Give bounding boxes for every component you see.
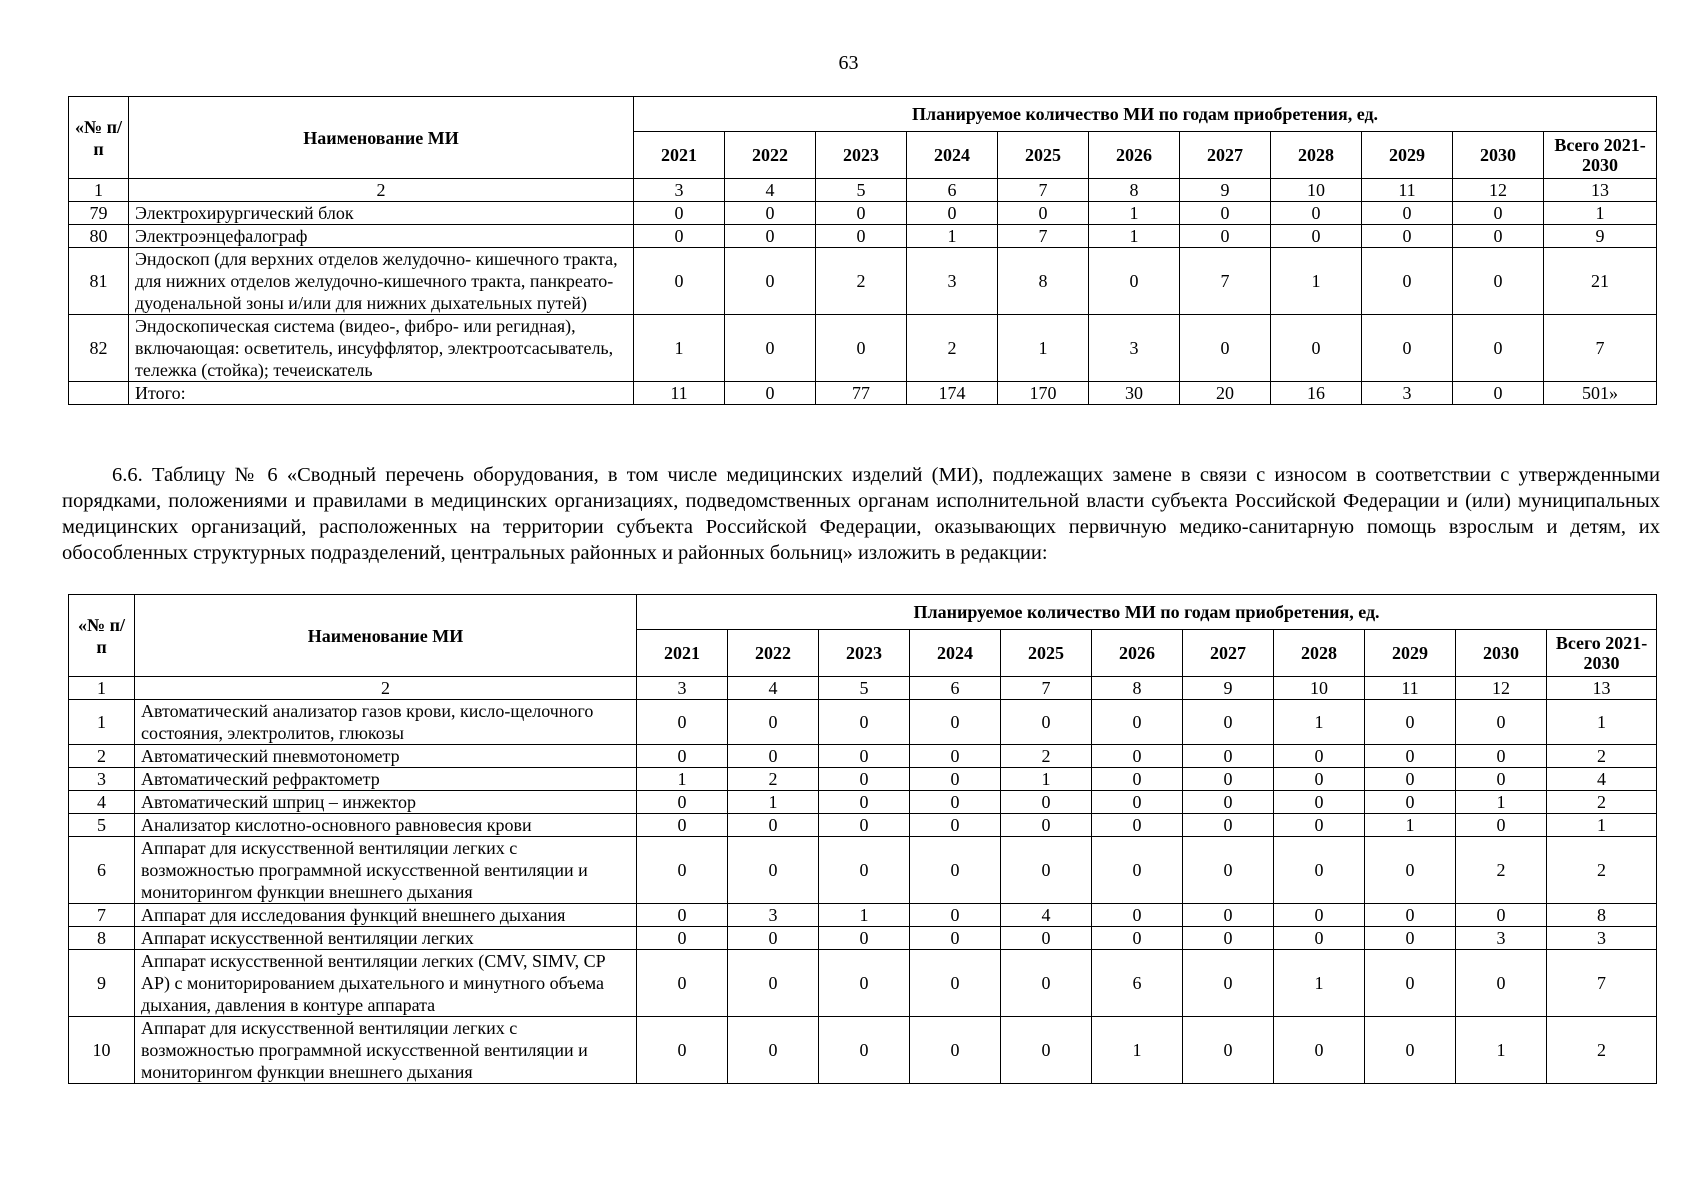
row-number: 8 [69, 927, 135, 950]
item-name: Автоматический шприц – инжектор [135, 791, 637, 814]
planned-header: Планируемое количество МИ по годам приобретения, ед. [637, 595, 1657, 630]
num-header: «№ п/п [69, 97, 129, 179]
body-paragraph: 6.6. Таблицу № 6 «Сводный перечень оборудования, в том числе медицинских изделий (МИ), подлежащих замене в связи с износом в соответствии с утвержденными порядками, положениями и правилами в медицинских организациях, подведомственных органам исполнительной власти субъекта Российской Федерации и (или) муниципальных медицинских организаций, расположенных на территории субъекта Российской Федерации, оказывающих первичную медико-санитарную помощь взрослым и детям, их обособленных структурных подразделений, центральных районных и районных больниц» изложить в редакции: [62, 464, 1660, 564]
year-value: 2 [907, 315, 998, 382]
year-value: 0 [1092, 837, 1183, 904]
year-value: 0 [637, 791, 728, 814]
num-header: «№ п/п [69, 595, 135, 677]
year-value: 0 [816, 225, 907, 248]
year-value: 0 [907, 202, 998, 225]
year-value: 3 [1362, 382, 1453, 405]
table-row [69, 315, 1657, 382]
column-number: 4 [728, 677, 819, 700]
year-value: 0 [725, 382, 816, 405]
row-total: 7 [1547, 950, 1657, 1017]
year-value: 0 [1365, 745, 1456, 768]
row-total: 21 [1544, 248, 1657, 315]
year-value: 0 [725, 248, 816, 315]
year-value: 1 [1092, 1017, 1183, 1084]
name-header: Наименование МИ [135, 595, 637, 677]
year-value: 2 [816, 248, 907, 315]
table-row [69, 837, 1657, 904]
year-value: 1 [1274, 950, 1365, 1017]
year-header: 2022 [728, 630, 819, 677]
item-name: Аппарат для искусственной вентиляции легких с возможностью программной искусственной вентиляции и мониторингом функции внешнего дыхания [135, 1017, 637, 1084]
column-number: 11 [1365, 677, 1456, 700]
row-total: 2 [1547, 837, 1657, 904]
year-header: 2021 [634, 132, 725, 179]
year-value: 0 [1274, 814, 1365, 837]
column-number: 6 [907, 179, 998, 202]
year-value: 0 [1001, 927, 1092, 950]
year-value: 1 [1001, 768, 1092, 791]
year-header: 2028 [1271, 132, 1362, 179]
year-value: 0 [819, 791, 910, 814]
year-value: 0 [1274, 768, 1365, 791]
year-value: 0 [725, 202, 816, 225]
year-value: 0 [728, 745, 819, 768]
row-number: 4 [69, 791, 135, 814]
year-value: 1 [1274, 700, 1365, 745]
year-value: 0 [1092, 768, 1183, 791]
year-value: 0 [819, 814, 910, 837]
item-name: Анализатор кислотно-основного равновесия крови [135, 814, 637, 837]
year-header: 2026 [1092, 630, 1183, 677]
year-value: 1 [1089, 225, 1180, 248]
table-row [69, 248, 1657, 315]
year-header: 2029 [1362, 132, 1453, 179]
column-numbers-row [69, 677, 1657, 700]
year-value: 0 [637, 837, 728, 904]
year-value: 0 [1089, 248, 1180, 315]
column-number: 2 [129, 179, 634, 202]
year-value: 0 [1001, 791, 1092, 814]
year-value: 0 [1453, 248, 1544, 315]
item-name: Автоматический анализатор газов крови, кисло-щелочного состояния, электролитов, глюкозы [135, 700, 637, 745]
year-value: 0 [910, 904, 1001, 927]
year-value: 0 [1453, 202, 1544, 225]
year-value: 0 [1183, 814, 1274, 837]
year-value: 16 [1271, 382, 1362, 405]
item-name: Аппарат искусственной вентиляции легких (CMV, SIMV, CP AP) с мониторированием дыхательного и минутного объема дыхания, давления в контуре аппарата [135, 950, 637, 1017]
year-value: 0 [819, 1017, 910, 1084]
year-value: 0 [634, 202, 725, 225]
year-value: 6 [1092, 950, 1183, 1017]
year-value: 0 [910, 768, 1001, 791]
row-total: 2 [1547, 745, 1657, 768]
year-value: 1 [819, 904, 910, 927]
year-header: 2025 [998, 132, 1089, 179]
year-value: 20 [1180, 382, 1271, 405]
year-header: 2030 [1456, 630, 1547, 677]
row-total: 501» [1544, 382, 1657, 405]
year-value: 0 [1092, 814, 1183, 837]
year-value: 0 [728, 927, 819, 950]
year-header: 2024 [910, 630, 1001, 677]
year-value: 0 [1271, 202, 1362, 225]
row-number: 7 [69, 904, 135, 927]
year-value: 7 [998, 225, 1089, 248]
year-value: 1 [998, 315, 1089, 382]
table-row [69, 904, 1657, 927]
year-value: 0 [819, 927, 910, 950]
item-name: Аппарат для исследования функций внешнего дыхания [135, 904, 637, 927]
year-value: 2 [1001, 745, 1092, 768]
column-numbers-row [69, 179, 1657, 202]
year-value: 0 [1183, 904, 1274, 927]
year-value: 0 [819, 950, 910, 1017]
table-row [69, 791, 1657, 814]
total-header: Всего 2021-2030 [1544, 132, 1657, 179]
row-number: 6 [69, 837, 135, 904]
year-value: 0 [1365, 700, 1456, 745]
equipment-table-continued [68, 96, 1657, 405]
year-value: 0 [1274, 1017, 1365, 1084]
year-value: 0 [910, 927, 1001, 950]
total-row [69, 382, 1657, 405]
year-value: 0 [1456, 768, 1547, 791]
table-row [69, 700, 1657, 745]
item-name: Автоматический рефрактометр [135, 768, 637, 791]
column-number: 3 [637, 677, 728, 700]
row-total: 1 [1544, 202, 1657, 225]
year-value: 0 [1180, 225, 1271, 248]
year-value: 0 [998, 202, 1089, 225]
year-value: 0 [1365, 791, 1456, 814]
item-name: Электроэнцефалограф [129, 225, 634, 248]
column-number: 6 [910, 677, 1001, 700]
year-value: 0 [1456, 904, 1547, 927]
year-value: 0 [725, 225, 816, 248]
year-value: 0 [1365, 837, 1456, 904]
column-number: 13 [1547, 677, 1657, 700]
year-header: 2030 [1453, 132, 1544, 179]
row-total: 2 [1547, 1017, 1657, 1084]
year-value: 0 [1365, 768, 1456, 791]
column-number: 7 [998, 179, 1089, 202]
column-number: 1 [69, 179, 129, 202]
year-value: 1 [907, 225, 998, 248]
year-value: 0 [1274, 837, 1365, 904]
year-value: 0 [1365, 904, 1456, 927]
year-header: 2027 [1183, 630, 1274, 677]
row-total: 8 [1547, 904, 1657, 927]
year-header: 2023 [819, 630, 910, 677]
year-header: 2028 [1274, 630, 1365, 677]
year-value: 0 [637, 950, 728, 1017]
table-row [69, 202, 1657, 225]
year-value: 0 [637, 1017, 728, 1084]
year-value: 0 [728, 700, 819, 745]
row-total: 1 [1547, 814, 1657, 837]
year-value: 0 [728, 1017, 819, 1084]
year-header: 2021 [637, 630, 728, 677]
column-number: 8 [1092, 677, 1183, 700]
year-value: 1 [1365, 814, 1456, 837]
column-number: 1 [69, 677, 135, 700]
year-value: 0 [910, 700, 1001, 745]
year-value: 170 [998, 382, 1089, 405]
row-number: 82 [69, 315, 129, 382]
year-value: 0 [1365, 950, 1456, 1017]
year-value: 3 [1089, 315, 1180, 382]
row-total: 1 [1547, 700, 1657, 745]
column-number: 10 [1271, 179, 1362, 202]
year-value: 8 [998, 248, 1089, 315]
name-header: Наименование МИ [129, 97, 634, 179]
year-value: 3 [1456, 927, 1547, 950]
row-number: 81 [69, 248, 129, 315]
year-value: 0 [1092, 745, 1183, 768]
year-value: 0 [1092, 791, 1183, 814]
year-value: 0 [1092, 927, 1183, 950]
year-value: 4 [1001, 904, 1092, 927]
year-value: 0 [1274, 745, 1365, 768]
year-value: 0 [1180, 202, 1271, 225]
year-value: 0 [1456, 950, 1547, 1017]
row-number: 2 [69, 745, 135, 768]
year-value: 0 [1092, 700, 1183, 745]
item-name: Автоматический пневмотонометр [135, 745, 637, 768]
year-value: 0 [1362, 225, 1453, 248]
year-value: 0 [1183, 950, 1274, 1017]
column-number: 7 [1001, 677, 1092, 700]
year-value: 0 [1362, 248, 1453, 315]
item-name: Электрохирургический блок [129, 202, 634, 225]
year-value: 0 [637, 904, 728, 927]
table-row [69, 814, 1657, 837]
year-value: 1 [1089, 202, 1180, 225]
year-header: 2023 [816, 132, 907, 179]
year-value: 0 [1274, 927, 1365, 950]
item-name: Аппарат искусственной вентиляции легких [135, 927, 637, 950]
year-value: 0 [1453, 382, 1544, 405]
year-value: 0 [1271, 225, 1362, 248]
year-header: 2026 [1089, 132, 1180, 179]
year-value: 0 [1183, 1017, 1274, 1084]
year-value: 0 [1183, 791, 1274, 814]
item-name: Эндоскопическая система (видео-, фибро- или регидная), включающая: осветитель, инсуффлятор, электроотсасыватель, тележка (стойка); течеискатель [129, 315, 634, 382]
row-total: 2 [1547, 791, 1657, 814]
year-header: 2027 [1180, 132, 1271, 179]
row-number: 10 [69, 1017, 135, 1084]
column-number: 4 [725, 179, 816, 202]
row-total: 9 [1544, 225, 1657, 248]
year-header: 2025 [1001, 630, 1092, 677]
column-number: 8 [1089, 179, 1180, 202]
year-value: 0 [1362, 315, 1453, 382]
year-value: 0 [1365, 1017, 1456, 1084]
page-number: 63 [838, 52, 859, 74]
year-value: 11 [634, 382, 725, 405]
year-value: 0 [1271, 315, 1362, 382]
year-value: 0 [637, 700, 728, 745]
table-row [69, 745, 1657, 768]
table-row [69, 950, 1657, 1017]
column-number: 13 [1544, 179, 1657, 202]
row-total: 7 [1544, 315, 1657, 382]
item-name: Эндоскоп (для верхних отделов желудочно- кишечного тракта, для нижних отделов желудочно-кишечного тракта, панкреато-дуоденальной зоны и/или для нижних дыхательных путей) [129, 248, 634, 315]
year-value: 0 [728, 837, 819, 904]
year-value: 0 [725, 315, 816, 382]
row-number: 3 [69, 768, 135, 791]
year-value: 0 [634, 248, 725, 315]
year-value: 0 [1183, 768, 1274, 791]
year-value: 0 [1183, 745, 1274, 768]
year-header: 2029 [1365, 630, 1456, 677]
year-value: 0 [819, 768, 910, 791]
row-number: 1 [69, 700, 135, 745]
year-value: 0 [910, 950, 1001, 1017]
year-value: 0 [1456, 745, 1547, 768]
table-row [69, 1017, 1657, 1084]
year-value: 0 [1001, 950, 1092, 1017]
row-number: 9 [69, 950, 135, 1017]
year-value: 174 [907, 382, 998, 405]
year-value: 0 [1001, 814, 1092, 837]
table-row [69, 225, 1657, 248]
column-number: 3 [634, 179, 725, 202]
column-number: 12 [1453, 179, 1544, 202]
table-body [69, 677, 1657, 1084]
year-value: 0 [816, 202, 907, 225]
year-value: 1 [1271, 248, 1362, 315]
year-value: 0 [1274, 904, 1365, 927]
column-number: 10 [1274, 677, 1365, 700]
planned-header: Планируемое количество МИ по годам приобретения, ед. [634, 97, 1657, 132]
year-value: 0 [816, 315, 907, 382]
column-number: 12 [1456, 677, 1547, 700]
column-number: 5 [816, 179, 907, 202]
year-value: 0 [728, 950, 819, 1017]
year-value: 1 [728, 791, 819, 814]
column-number: 11 [1362, 179, 1453, 202]
year-header: 2022 [725, 132, 816, 179]
year-value: 0 [637, 745, 728, 768]
year-value: 1 [637, 768, 728, 791]
row-total: 3 [1547, 927, 1657, 950]
year-value: 0 [1365, 927, 1456, 950]
year-value: 0 [910, 791, 1001, 814]
year-value: 0 [1456, 814, 1547, 837]
row-number: 80 [69, 225, 129, 248]
year-value: 0 [1183, 927, 1274, 950]
year-value: 0 [1456, 700, 1547, 745]
year-value: 3 [907, 248, 998, 315]
year-value: 0 [910, 814, 1001, 837]
year-header: 2024 [907, 132, 998, 179]
year-value: 0 [1180, 315, 1271, 382]
row-number: 79 [69, 202, 129, 225]
year-value: 77 [816, 382, 907, 405]
row-number: 5 [69, 814, 135, 837]
total-header: Всего 2021-2030 [1547, 630, 1657, 677]
year-value: 3 [728, 904, 819, 927]
year-value: 1 [634, 315, 725, 382]
year-value: 0 [1183, 700, 1274, 745]
column-number: 9 [1183, 677, 1274, 700]
year-value: 0 [819, 837, 910, 904]
year-value: 0 [910, 745, 1001, 768]
item-name: Итого: [129, 382, 634, 405]
year-value: 0 [819, 700, 910, 745]
year-value: 0 [910, 837, 1001, 904]
year-value: 0 [910, 1017, 1001, 1084]
year-value: 0 [728, 814, 819, 837]
year-value: 0 [1092, 904, 1183, 927]
year-value: 0 [1453, 225, 1544, 248]
year-value: 0 [1183, 837, 1274, 904]
year-value: 0 [819, 745, 910, 768]
year-value: 2 [728, 768, 819, 791]
year-value: 30 [1089, 382, 1180, 405]
year-value: 1 [1456, 1017, 1547, 1084]
year-value: 0 [634, 225, 725, 248]
item-name: Аппарат для искусственной вентиляции легких с возможностью программной искусственной вентиляции и мониторингом функции внешнего дыхания [135, 837, 637, 904]
year-value: 0 [1274, 791, 1365, 814]
year-value: 0 [1453, 315, 1544, 382]
year-value: 2 [1456, 837, 1547, 904]
row-number [69, 382, 129, 405]
year-value: 0 [1362, 202, 1453, 225]
row-total: 4 [1547, 768, 1657, 791]
table-body [69, 179, 1657, 405]
year-value: 7 [1180, 248, 1271, 315]
column-number: 2 [135, 677, 637, 700]
year-value: 0 [1001, 837, 1092, 904]
year-value: 0 [1001, 1017, 1092, 1084]
column-number: 5 [819, 677, 910, 700]
year-value: 1 [1456, 791, 1547, 814]
table-row [69, 927, 1657, 950]
year-value: 0 [637, 814, 728, 837]
year-value: 0 [1001, 700, 1092, 745]
year-value: 0 [637, 927, 728, 950]
equipment-table-6 [68, 594, 1657, 1084]
table-row [69, 768, 1657, 791]
column-number: 9 [1180, 179, 1271, 202]
